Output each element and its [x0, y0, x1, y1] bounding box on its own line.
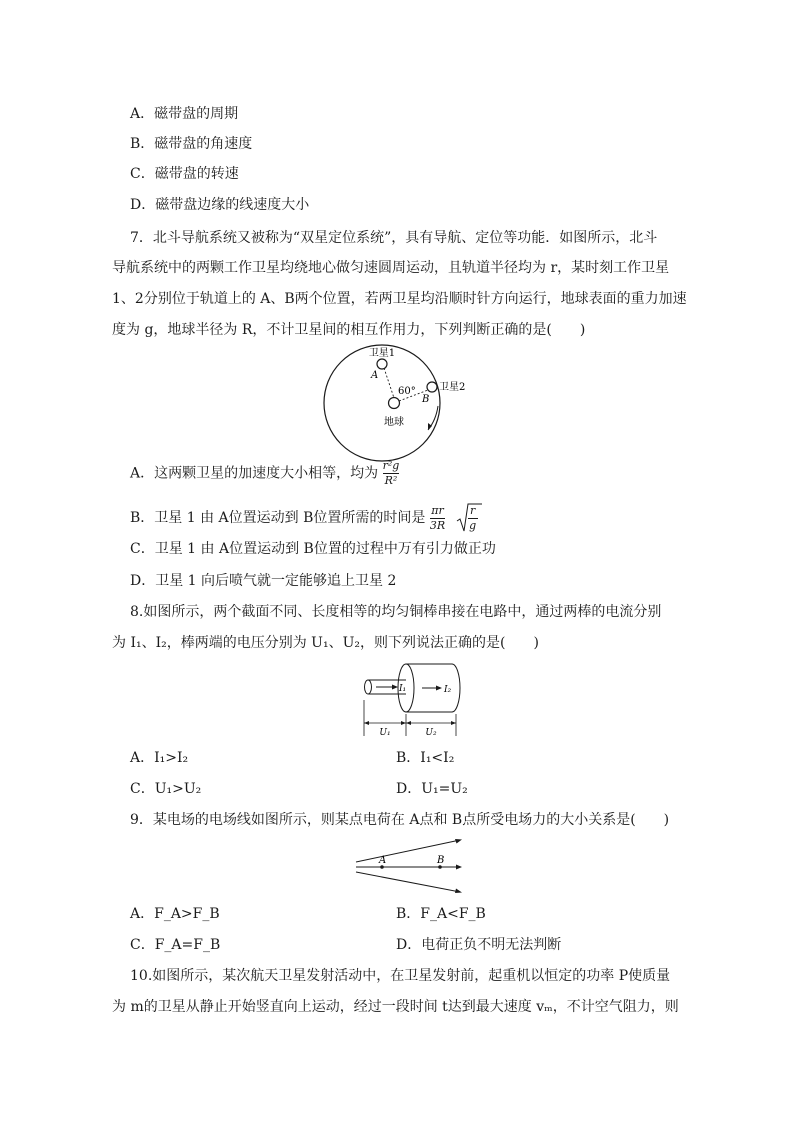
q10-stem-line-2: 为 m的卫星从静止开始竖直向上运动，经过一段时间 t达到最大速度 vₘ，不计空气阻力，则 [112, 999, 679, 1015]
q7-stem-line-4: 度为 g，地球半径为 R，不计卫星间的相互作用力，下列判断正确的是( ) [112, 322, 586, 338]
label-point-a: A [371, 370, 379, 381]
radius-a [384, 368, 394, 398]
q7-stem-line-2: 导航系统中的两颗工作卫星均绕地心做匀速圆周运动，且轨道半径均为 r，某时刻工作卫星 [112, 260, 670, 276]
q9-stem: 9．某电场的电场线如图所示，则某点电荷在 A点和 B点所受电场力的大小关系是( ) [130, 812, 670, 828]
q8-option-a: A．I₁>I₂ [130, 750, 189, 766]
q9-field-lines-figure [352, 834, 468, 896]
q7-option-d: D．卫星 1 向后喷气就一定能够追上卫星 2 [130, 573, 397, 589]
q8-option-d: D．U₁=U₂ [396, 781, 468, 797]
label-satellite-2: 卫星2 [439, 382, 466, 393]
q7-option-b-text: B．卫星 1 由 A位置运动到 B位置所需的时间是 [130, 510, 426, 526]
q8-option-b: B．I₁<I₂ [396, 750, 455, 766]
q7-stem-line-1: 7．北斗导航系统又被称为“双星定位系统”，具有导航、定位等功能．如图所示，北斗 [130, 230, 658, 246]
q8-rods-figure [358, 660, 462, 740]
q6-option-a: A．磁带盘的周期 [130, 106, 239, 122]
q8-stem-line-1: 8.如图所示，两个截面不同、长度相等的均匀铜棒串接在电路中，通过两棒的电流分别 [130, 604, 662, 620]
q9-option-c: C．F_A=F_B [130, 937, 221, 953]
q9-option-a: A．F_A>F_B [130, 906, 220, 922]
q6-option-b: B．磁带盘的角速度 [130, 136, 253, 152]
q6-option-c: C．磁带盘的转速 [130, 166, 239, 182]
q9-option-d: D．电荷正负不明无法判断 [396, 937, 562, 953]
q7-option-a [130, 460, 399, 487]
label-satellite-1: 卫星1 [368, 348, 396, 359]
q7-option-b [130, 503, 482, 533]
q7-stem-line-3: 1、2分别位于轨道上的 A、B两个位置，若两卫星均沿顺时针方向运行，地球表面的重力加速 [112, 291, 687, 307]
q7-option-b-fraction: $\frac{\pi r}{3R}$ [429, 503, 446, 532]
q7-option-c: C．卫星 1 由 A位置运动到 B位置的过程中万有引力做正功 [130, 541, 496, 557]
earth-marker [389, 398, 400, 409]
q7-option-a-fraction: $\frac{\text{r²g}}{\text{R²}}$ [382, 459, 400, 487]
satellite-2-marker [427, 382, 437, 392]
q7-option-b-sqrt: r g [456, 503, 482, 533]
label-earth: 地球 [384, 417, 404, 428]
label-a: A [379, 855, 387, 866]
label-angle: 60° [398, 386, 416, 397]
q7-option-a-text: A．这两颗卫星的加速度大小相等，均为 [130, 465, 379, 482]
q8-option-c: C．U₁>U₂ [130, 781, 202, 797]
q7-orbit-figure [318, 344, 466, 452]
q6-option-d: D．磁带盘边缘的线速度大小 [130, 197, 310, 213]
label-u2: U₂ [425, 728, 437, 738]
label-i1: I₁ [399, 684, 407, 694]
label-i2: I₂ [444, 685, 452, 695]
q8-stem-line-2: 为 I₁、I₂，棒两端的电压分别为 U₁、U₂，则下列说法正确的是( ) [112, 635, 539, 651]
label-u1: U₁ [379, 728, 391, 738]
q10-stem-line-1: 10.如图所示，某次航天卫星发射活动中，在卫星发射前，起重机以恒定的功率 P使质量 [130, 968, 671, 984]
q9-option-b: B．F_A<F_B [396, 906, 486, 922]
label-b: B [437, 855, 445, 866]
label-point-b: B [422, 394, 430, 405]
satellite-1-marker [377, 359, 387, 369]
